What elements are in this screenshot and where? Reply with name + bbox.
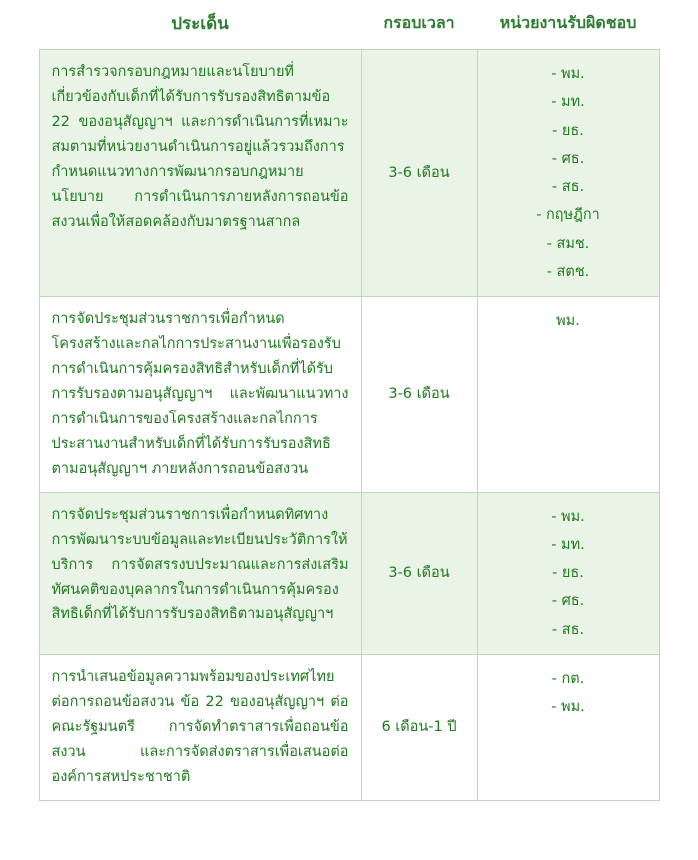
column-header-timeframe: กรอบเวลา xyxy=(361,0,477,50)
table-row xyxy=(39,297,659,493)
table-body xyxy=(39,50,659,801)
agency-item: - สตช. xyxy=(546,263,590,280)
column-header-agency: หน่วยงานรับผิดชอบ xyxy=(477,0,659,50)
table-header-row xyxy=(39,0,659,50)
agency-item: - ยธ. xyxy=(552,565,584,582)
agency-item: - กฤษฎีกา xyxy=(536,207,600,224)
agency-item: - สธ. xyxy=(551,179,585,196)
agency-item: - มท. xyxy=(551,94,585,111)
agency-item: - พม. xyxy=(551,699,585,716)
table-row xyxy=(39,50,659,297)
agency-item: พม. xyxy=(556,313,580,330)
cell-timeframe: 6 เดือน-1 ปี xyxy=(361,655,477,801)
cell-agency xyxy=(477,297,659,493)
cell-agency xyxy=(477,50,659,297)
agency-item: - ยธ. xyxy=(552,122,584,139)
cell-agency xyxy=(477,492,659,654)
agency-item: - กต. xyxy=(551,671,585,688)
agency-item: - มท. xyxy=(551,536,585,553)
table-row xyxy=(39,655,659,801)
cell-timeframe: 3-6 เดือน xyxy=(361,297,477,493)
cell-timeframe: 3-6 เดือน xyxy=(361,492,477,654)
agency-item: - ศธ. xyxy=(551,593,585,610)
table-header xyxy=(39,0,659,50)
cell-timeframe: 3-6 เดือน xyxy=(361,50,477,297)
agency-item: - สธ. xyxy=(551,621,585,638)
column-header-issue: ประเด็น xyxy=(39,0,361,50)
table-row xyxy=(39,492,659,654)
agency-item: - พม. xyxy=(551,508,585,525)
cell-issue: การสำรวจกรอบกฎหมายและนโยบายที่เกี่ยวข้องกับเด็กที่ได้รับการรับรองสิทธิตามข้อ 22 ของอนุสัญญาฯ และการดำเนินการที่เหมาะสมตามที่หน่วยงานดำเนินการอยู่แล้วรวมถึงการกำหนดแนวทางการพัฒนากรอบกฎหมายนโยบาย การดำเนินการภายหลังการถอนข้อสงวนเพื่อให้สอดคล้องกับมาตรฐานสากล xyxy=(39,50,361,297)
agency-item: - ศธ. xyxy=(551,150,585,167)
cell-agency xyxy=(477,655,659,801)
cell-issue: การจัดประชุมส่วนราชการเพื่อกำหนดโครงสร้างและกลไกการประสานงานเพื่อรองรับการดำเนินการคุ้มครองสิทธิสำหรับเด็กที่ได้รับการรับรองตามอนุสัญญาฯ และพัฒนาแนวทางการดำเนินการของโครงสร้างและกลไกการประสานงานสำหรับเด็กที่ได้รับการรับรองสิทธิตามอนุสัญญาฯ ภายหลังการถอนข้อสงวน xyxy=(39,297,361,493)
agency-item: - พม. xyxy=(551,66,585,82)
cell-issue: การจัดประชุมส่วนราชการเพื่อกำหนดทิศทางการพัฒนาระบบข้อมูลและทะเบียนประวัติการให้บริการ การจัดสรรงบประมาณและการส่งเสริมทัศนคติของบุคลากรในการดำเนินการคุ้มครองสิทธิเด็กที่ได้รับการรับรองสิทธิตามอนุสัญญาฯ xyxy=(39,492,361,654)
agency-item: - สมช. xyxy=(546,235,590,252)
cell-issue: การนำเสนอข้อมูลความพร้อมของประเทศไทยต่อการถอนข้อสงวน ข้อ 22 ของอนุสัญญาฯ ต่อคณะรัฐมนตรี การจัดทำตราสารเพื่อถอนข้อสงวน และการจัดส่งตราสารเพื่อเสนอต่อองค์การสหประชาชาติ xyxy=(39,655,361,801)
action-plan-table xyxy=(39,0,660,801)
